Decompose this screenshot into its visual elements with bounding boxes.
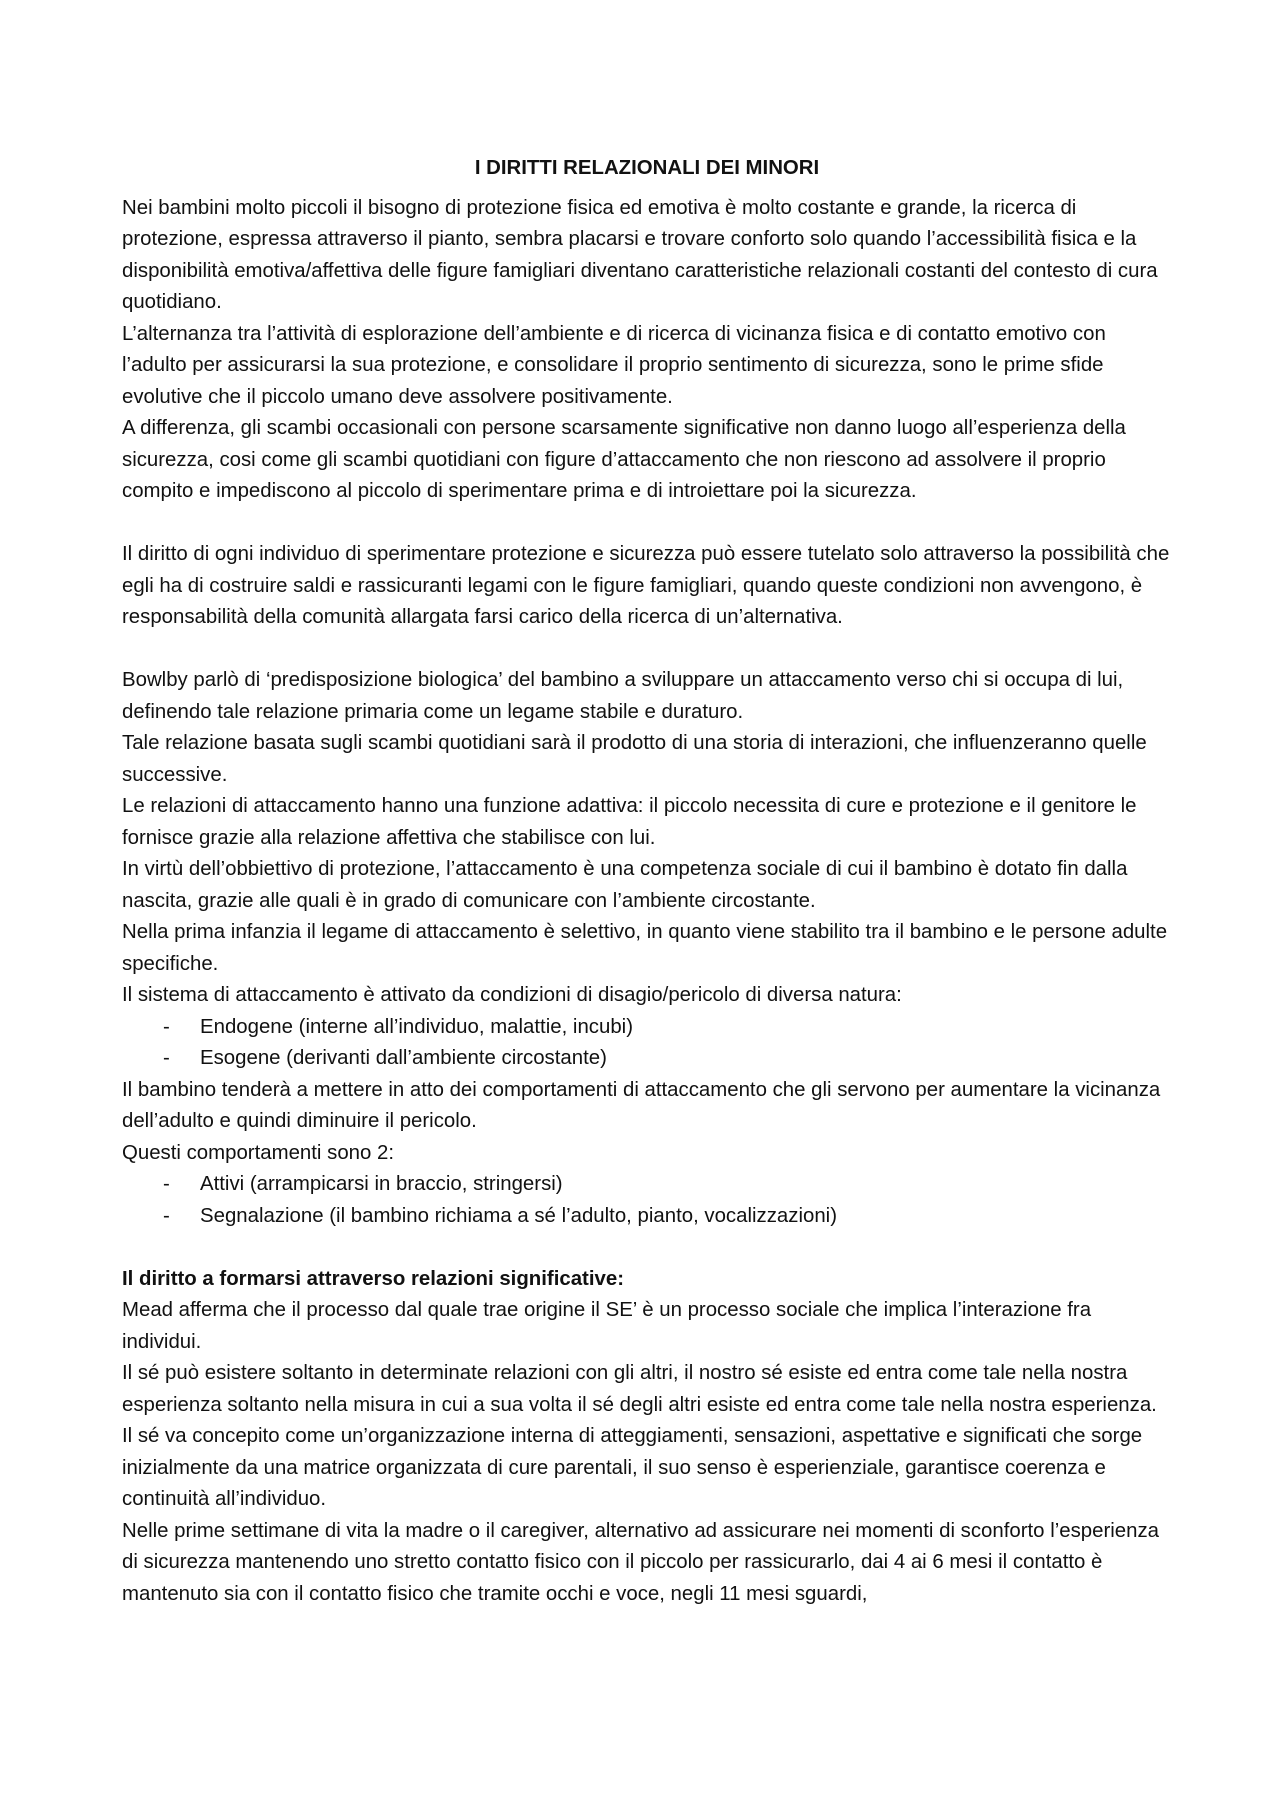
list-item: - Endogene (interne all’individuo, malattie, incubi) xyxy=(163,1012,1172,1044)
paragraph: Il sistema di attaccamento è attivato da condizioni di disagio/pericolo di diversa natura: xyxy=(122,984,902,1006)
document-content xyxy=(122,153,1172,1610)
blank-line xyxy=(122,508,1172,540)
paragraph: In virtù dell’obbiettivo di protezione, l’attaccamento è una competenza sociale di cui il bambino è dotato fin dalla nascita, grazie alle quali è in grado di comunicare con l’ambiente circostante. xyxy=(122,858,1128,912)
list-item: - Attivi (arrampicarsi in braccio, stringersi) xyxy=(163,1169,1172,1201)
blank-line xyxy=(122,634,1172,666)
paragraph: Il diritto di ogni individuo di sperimentare protezione e sicurezza può essere tutelato solo attraverso la possibilità che egli ha di costruire saldi e rassicuranti legami con le figure famigliari, quando queste condizioni non avvengono, è responsabilità della comunità allargata farsi carico della ricerca di un’alternativa. xyxy=(122,543,1170,628)
list-item: - Esogene (derivanti dall’ambiente circostante) xyxy=(163,1043,1172,1075)
paragraph: Mead afferma che il processo dal quale trae origine il SE’ è un processo sociale che implica l’interazione fra individui. xyxy=(122,1299,1092,1353)
paragraph: Questi comportamenti sono 2: xyxy=(122,1141,395,1164)
paragraph: Nei bambini molto piccoli il bisogno di protezione fisica ed emotiva è molto costante e grande, la ricerca di protezione, espressa attraverso il pianto, sembra placarsi e trovare conforto solo quando l’accessibilità fisica e la disponibilità emotiva/affettiva delle figure famigliari diventano caratteristiche relazionali costanti del contesto di cura quotidiano. xyxy=(122,196,1158,313)
paragraph: A differenza, gli scambi occasionali con persone scarsamente significative non danno luogo all’esperienza della sicurezza, cosi come gli scambi quotidiani con figure d’attaccamento che non riescono ad assolvere il proprio compito e impediscono al piccolo di sperimentare prima e di introiettare poi la sicurezza. xyxy=(122,417,1126,502)
document-title: I DIRITTI RELAZIONALI DEI MINORI xyxy=(474,157,820,179)
dash-list-behaviours xyxy=(122,1169,1172,1232)
paragraph: Il sé può esistere soltanto in determinate relazioni con gli altri, il nostro sé esiste ed entra come tale nella nostra esperienza soltanto nella misura in cui a sua volta il sé degli altri esiste ed entra come tale nella nostra esperienza. xyxy=(122,1362,1157,1416)
section-heading: Il diritto a formarsi attraverso relazioni significative: xyxy=(122,1267,624,1290)
paragraph: Tale relazione basata sugli scambi quotidiani sarà il prodotto di una storia di interazioni, che influenzeranno quelle successive. xyxy=(122,732,1147,786)
paragraph: Nelle prime settimane di vita la madre o il caregiver, alternativo ad assicurare nei momenti di sconforto l’esperienza di sicurezza mantenendo uno stretto contatto fisico con il piccolo per rassicurarlo, dai 4 ai 6 mesi il contatto è mantenuto sia con il contatto fisico che tramite occhi e voce, negli 11 mesi sguardi, xyxy=(122,1519,1160,1605)
paragraph: Nella prima infanzia il legame di attaccamento è selettivo, in quanto viene stabilito tra il bambino e le persone adulte specifiche. xyxy=(122,921,1168,975)
paragraph: Il sé va concepito come un’organizzazione interna di atteggiamenti, sensazioni, aspettative e significati che sorge inizialmente da una matrice organizzata di cure parentali, il suo senso è esperienziale, garantisce coerenza e continuità all’individuo. xyxy=(122,1425,1143,1510)
paragraph: L’alternanza tra l’attività di esplorazione dell’ambiente e di ricerca di vicinanza fisica e di contatto emotivo con l’adulto per assicurarsi la sua protezione, e consolidare il proprio sentimento di sicurezza, sono le prime sfide evolutive che il piccolo umano deve assolvere positivamente. xyxy=(122,322,1106,408)
paragraph: Bowlby parlò di ‘predisposizione biologica’ del bambino a sviluppare un attaccamento verso chi si occupa di lui, definendo tale relazione primaria come un legame stabile e duraturo. xyxy=(122,669,1124,723)
paragraph: Le relazioni di attaccamento hanno una funzione adattiva: il piccolo necessita di cure e protezione e il genitore le fornisce grazie alla relazione affettiva che stabilisce con lui. xyxy=(122,795,1137,849)
blank-line xyxy=(122,1232,1172,1264)
list-item: - Segnalazione (il bambino richiama a sé l’adulto, pianto, vocalizzazioni) xyxy=(163,1201,1172,1233)
dash-list-conditions xyxy=(122,1012,1172,1075)
paragraph: Il bambino tenderà a mettere in atto dei comportamenti di attaccamento che gli servono per aumentare la vicinanza dell’adulto e quindi diminuire il pericolo. xyxy=(122,1078,1161,1132)
